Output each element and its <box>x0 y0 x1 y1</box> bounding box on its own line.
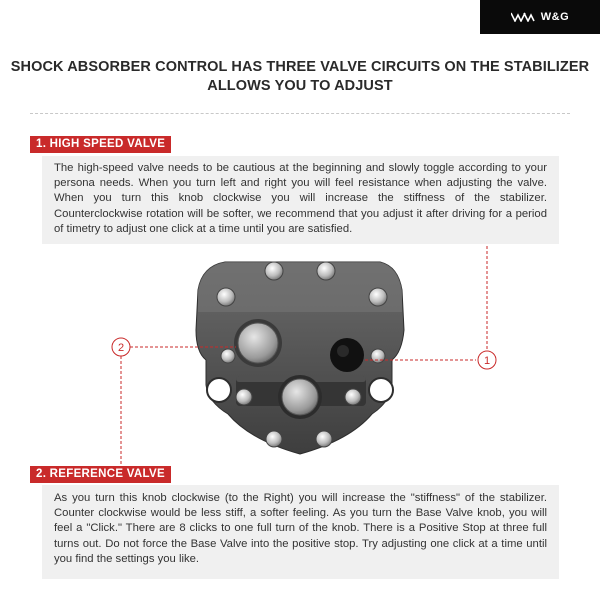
section-text-high-speed-valve: The high-speed valve needs to be cautious at the beginning and slowly toggle according to your persona needs. When you turn left and right you will feel resistance when adjusting the valve. When you turn this knob clockwise you will increase the stiffness of the stabilizer. Counterclockwise rotation will be softer, we recommend that you adjust it after driving for a period of timetry to adjust one click at a time until you are satisfied. <box>42 156 559 244</box>
headline-line-2: ALLOWS YOU TO ADJUST <box>207 78 393 94</box>
headline-line-1: SHOCK ABSORBER CONTROL HAS THREE VALVE CIRCUITS ON THE STABILIZER <box>10 59 590 75</box>
section-label-high-speed-valve: 1. HIGH SPEED VALVE <box>30 136 171 153</box>
brand-logo-icon <box>511 12 535 22</box>
callout-1-number: 1 <box>483 355 491 367</box>
high-speed-valve-knob <box>330 338 364 372</box>
page-headline <box>0 58 600 96</box>
brand-badge <box>480 0 600 34</box>
reference-valve-knob <box>234 319 282 367</box>
section-label-reference-valve: 2. REFERENCE VALVE <box>30 466 171 483</box>
center-knob <box>278 375 322 419</box>
divider <box>30 113 570 114</box>
brand-name: W&G <box>540 11 570 23</box>
section-text-reference-valve: As you turn this knob clockwise (to the Right) you will increase the "stiffness" of the stabilizer. Counter clockwise would be less stiff, a softer feeling. As you turn the Base Valve knob, you will feel a "Click." There are 8 clicks to one full turn of the knob. There is a Positive Stop at three full turns out. Do not force the Base Valve into the positive stop. Try adjusting one click at a time until you find the settings you like. <box>42 485 559 579</box>
callout-2-number: 2 <box>117 342 125 354</box>
